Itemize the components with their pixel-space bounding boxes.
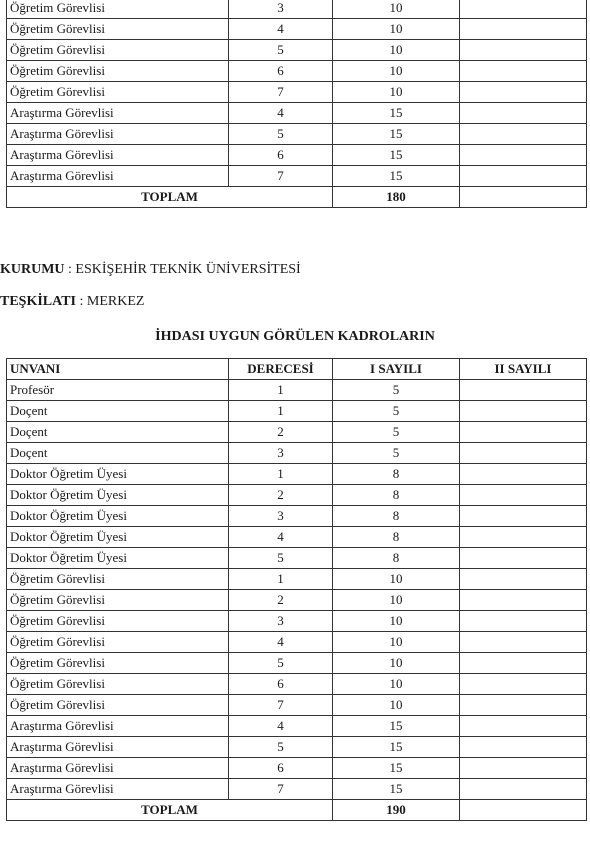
cell-unvan: Araştırma Görevlisi xyxy=(7,145,229,166)
cell-sayi2 xyxy=(460,758,587,779)
cell-sayi1: 15 xyxy=(333,166,460,187)
section-heading: İHDASI UYGUN GÖRÜLEN KADROLARIN xyxy=(155,329,435,344)
cell-sayi1: 10 xyxy=(333,19,460,40)
cell-sayi2 xyxy=(460,569,587,590)
table-row xyxy=(7,569,587,590)
cell-derece: 5 xyxy=(229,548,333,569)
cell-derece: 2 xyxy=(229,590,333,611)
cell-unvan: Öğretim Görevlisi xyxy=(7,61,229,82)
cell-sayi1: 8 xyxy=(333,506,460,527)
cell-derece: 3 xyxy=(229,0,333,19)
table-row xyxy=(7,527,587,548)
cell-sayi2 xyxy=(460,527,587,548)
cell-derece: 1 xyxy=(229,380,333,401)
cell-sayi1: 10 xyxy=(333,632,460,653)
cell-derece: 4 xyxy=(229,716,333,737)
header-row xyxy=(7,359,587,380)
total-empty xyxy=(460,187,587,208)
table-row xyxy=(7,506,587,527)
cell-sayi1: 15 xyxy=(333,124,460,145)
cell-derece: 2 xyxy=(229,422,333,443)
table-row xyxy=(7,166,587,187)
table-row xyxy=(7,19,587,40)
cell-sayi2 xyxy=(460,653,587,674)
total-label: TOPLAM xyxy=(7,800,333,821)
total-label: TOPLAM xyxy=(7,187,333,208)
cell-sayi1: 5 xyxy=(333,443,460,464)
table-row xyxy=(7,422,587,443)
cell-derece: 6 xyxy=(229,61,333,82)
cell-derece: 4 xyxy=(229,19,333,40)
cell-sayi1: 10 xyxy=(333,611,460,632)
cell-unvan: Doktor Öğretim Üyesi xyxy=(7,506,229,527)
cell-derece: 1 xyxy=(229,464,333,485)
cell-sayi2 xyxy=(460,145,587,166)
cell-unvan: Doçent xyxy=(7,443,229,464)
cell-derece: 4 xyxy=(229,632,333,653)
institution-label: KURUMU xyxy=(0,262,65,277)
bottom-cadre-table xyxy=(6,358,587,821)
total-row xyxy=(7,187,587,208)
cell-derece: 2 xyxy=(229,485,333,506)
cell-derece: 1 xyxy=(229,401,333,422)
cell-sayi2 xyxy=(460,443,587,464)
cell-sayi2 xyxy=(460,103,587,124)
cell-unvan: Öğretim Görevlisi xyxy=(7,40,229,61)
cell-unvan: Öğretim Görevlisi xyxy=(7,0,229,19)
cell-unvan: Doçent xyxy=(7,422,229,443)
table-row xyxy=(7,548,587,569)
cell-unvan: Doktor Öğretim Üyesi xyxy=(7,527,229,548)
cell-sayi2 xyxy=(460,548,587,569)
cell-sayi2 xyxy=(460,632,587,653)
table-row xyxy=(7,0,587,19)
table-row xyxy=(7,674,587,695)
header-sayi1: I SAYILI xyxy=(333,359,460,380)
table-row xyxy=(7,611,587,632)
cell-unvan: Öğretim Görevlisi xyxy=(7,19,229,40)
organization-line xyxy=(0,294,144,310)
table-row xyxy=(7,590,587,611)
cell-sayi1: 15 xyxy=(333,103,460,124)
header-derece: DERECESİ xyxy=(229,359,333,380)
header-sayi2: II SAYILI xyxy=(460,359,587,380)
cell-sayi1: 8 xyxy=(333,485,460,506)
cell-sayi2 xyxy=(460,506,587,527)
cell-derece: 7 xyxy=(229,82,333,103)
cell-sayi2 xyxy=(460,611,587,632)
table-row xyxy=(7,61,587,82)
cell-derece: 5 xyxy=(229,653,333,674)
cell-sayi1: 10 xyxy=(333,590,460,611)
table-row xyxy=(7,401,587,422)
cell-sayi1: 15 xyxy=(333,716,460,737)
cell-sayi1: 10 xyxy=(333,82,460,103)
cell-unvan: Öğretim Görevlisi xyxy=(7,695,229,716)
cell-sayi1: 10 xyxy=(333,40,460,61)
cell-sayi1: 10 xyxy=(333,0,460,19)
table-row xyxy=(7,485,587,506)
bottom-table-body xyxy=(7,380,587,821)
cell-sayi1: 5 xyxy=(333,401,460,422)
organization-label: TEŞKİLATI xyxy=(0,294,76,309)
cell-sayi1: 10 xyxy=(333,61,460,82)
table-row xyxy=(7,40,587,61)
cell-unvan: Öğretim Görevlisi xyxy=(7,632,229,653)
cell-unvan: Öğretim Görevlisi xyxy=(7,674,229,695)
cell-sayi1: 5 xyxy=(333,380,460,401)
table-row xyxy=(7,103,587,124)
cell-sayi2 xyxy=(460,61,587,82)
cell-unvan: Öğretim Görevlisi xyxy=(7,569,229,590)
cell-sayi1: 15 xyxy=(333,737,460,758)
cell-derece: 5 xyxy=(229,40,333,61)
cell-unvan: Öğretim Görevlisi xyxy=(7,590,229,611)
cell-unvan: Araştırma Görevlisi xyxy=(7,758,229,779)
cell-derece: 3 xyxy=(229,443,333,464)
cell-derece: 3 xyxy=(229,506,333,527)
cell-sayi1: 15 xyxy=(333,145,460,166)
cell-sayi1: 8 xyxy=(333,548,460,569)
cell-unvan: Araştırma Görevlisi xyxy=(7,124,229,145)
institution-line xyxy=(0,262,301,278)
cell-sayi1: 8 xyxy=(333,527,460,548)
top-cadre-table xyxy=(6,0,587,208)
table-row xyxy=(7,464,587,485)
cell-derece: 6 xyxy=(229,145,333,166)
cell-unvan: Araştırma Görevlisi xyxy=(7,166,229,187)
cell-sayi2 xyxy=(460,40,587,61)
total-value: 180 xyxy=(333,187,460,208)
cell-sayi1: 15 xyxy=(333,758,460,779)
table-row xyxy=(7,82,587,103)
cell-derece: 5 xyxy=(229,737,333,758)
cell-sayi1: 5 xyxy=(333,422,460,443)
cell-sayi1: 10 xyxy=(333,674,460,695)
cell-sayi2 xyxy=(460,82,587,103)
total-empty xyxy=(460,800,587,821)
cell-unvan: Öğretim Görevlisi xyxy=(7,653,229,674)
top-table-body xyxy=(7,0,587,208)
table-row xyxy=(7,779,587,800)
table-row xyxy=(7,695,587,716)
cell-sayi2 xyxy=(460,485,587,506)
cell-sayi2 xyxy=(460,422,587,443)
cell-sayi2 xyxy=(460,716,587,737)
cell-sayi2 xyxy=(460,19,587,40)
cell-derece: 3 xyxy=(229,611,333,632)
cell-sayi2 xyxy=(460,464,587,485)
cell-sayi2 xyxy=(460,401,587,422)
cell-sayi2 xyxy=(460,166,587,187)
cell-derece: 7 xyxy=(229,166,333,187)
cell-unvan: Doktor Öğretim Üyesi xyxy=(7,464,229,485)
cell-derece: 6 xyxy=(229,674,333,695)
cell-unvan: Araştırma Görevlisi xyxy=(7,737,229,758)
cell-unvan: Öğretim Görevlisi xyxy=(7,82,229,103)
cell-unvan: Doktor Öğretim Üyesi xyxy=(7,485,229,506)
cell-unvan: Araştırma Görevlisi xyxy=(7,103,229,124)
total-value: 190 xyxy=(333,800,460,821)
cell-derece: 7 xyxy=(229,695,333,716)
table-row xyxy=(7,124,587,145)
table-row xyxy=(7,737,587,758)
cell-unvan: Araştırma Görevlisi xyxy=(7,716,229,737)
cell-sayi1: 15 xyxy=(333,779,460,800)
cell-sayi1: 8 xyxy=(333,464,460,485)
table-row xyxy=(7,145,587,166)
cell-derece: 4 xyxy=(229,103,333,124)
cell-sayi2 xyxy=(460,590,587,611)
cell-unvan: Araştırma Görevlisi xyxy=(7,779,229,800)
cell-sayi2 xyxy=(460,737,587,758)
cell-unvan: Doçent xyxy=(7,401,229,422)
cell-sayi2 xyxy=(460,0,587,19)
total-row xyxy=(7,800,587,821)
cell-sayi1: 10 xyxy=(333,653,460,674)
cell-sayi2 xyxy=(460,779,587,800)
table-row xyxy=(7,758,587,779)
cell-sayi1: 10 xyxy=(333,695,460,716)
cell-sayi2 xyxy=(460,380,587,401)
cell-derece: 1 xyxy=(229,569,333,590)
table-row xyxy=(7,443,587,464)
cell-unvan: Profesör xyxy=(7,380,229,401)
cell-sayi2 xyxy=(460,695,587,716)
institution-value: : ESKİŞEHİR TEKNİK ÜNİVERSİTESİ xyxy=(68,262,301,277)
table-row xyxy=(7,380,587,401)
table-row xyxy=(7,716,587,737)
cell-derece: 7 xyxy=(229,779,333,800)
organization-value: : MERKEZ xyxy=(79,294,145,309)
cell-unvan: Doktor Öğretim Üyesi xyxy=(7,548,229,569)
cell-derece: 5 xyxy=(229,124,333,145)
cell-sayi1: 10 xyxy=(333,569,460,590)
table-row xyxy=(7,653,587,674)
cell-unvan: Öğretim Görevlisi xyxy=(7,611,229,632)
cell-derece: 4 xyxy=(229,527,333,548)
table-row xyxy=(7,632,587,653)
header-unvan: UNVANI xyxy=(7,359,229,380)
cell-sayi2 xyxy=(460,674,587,695)
cell-sayi2 xyxy=(460,124,587,145)
cell-derece: 6 xyxy=(229,758,333,779)
